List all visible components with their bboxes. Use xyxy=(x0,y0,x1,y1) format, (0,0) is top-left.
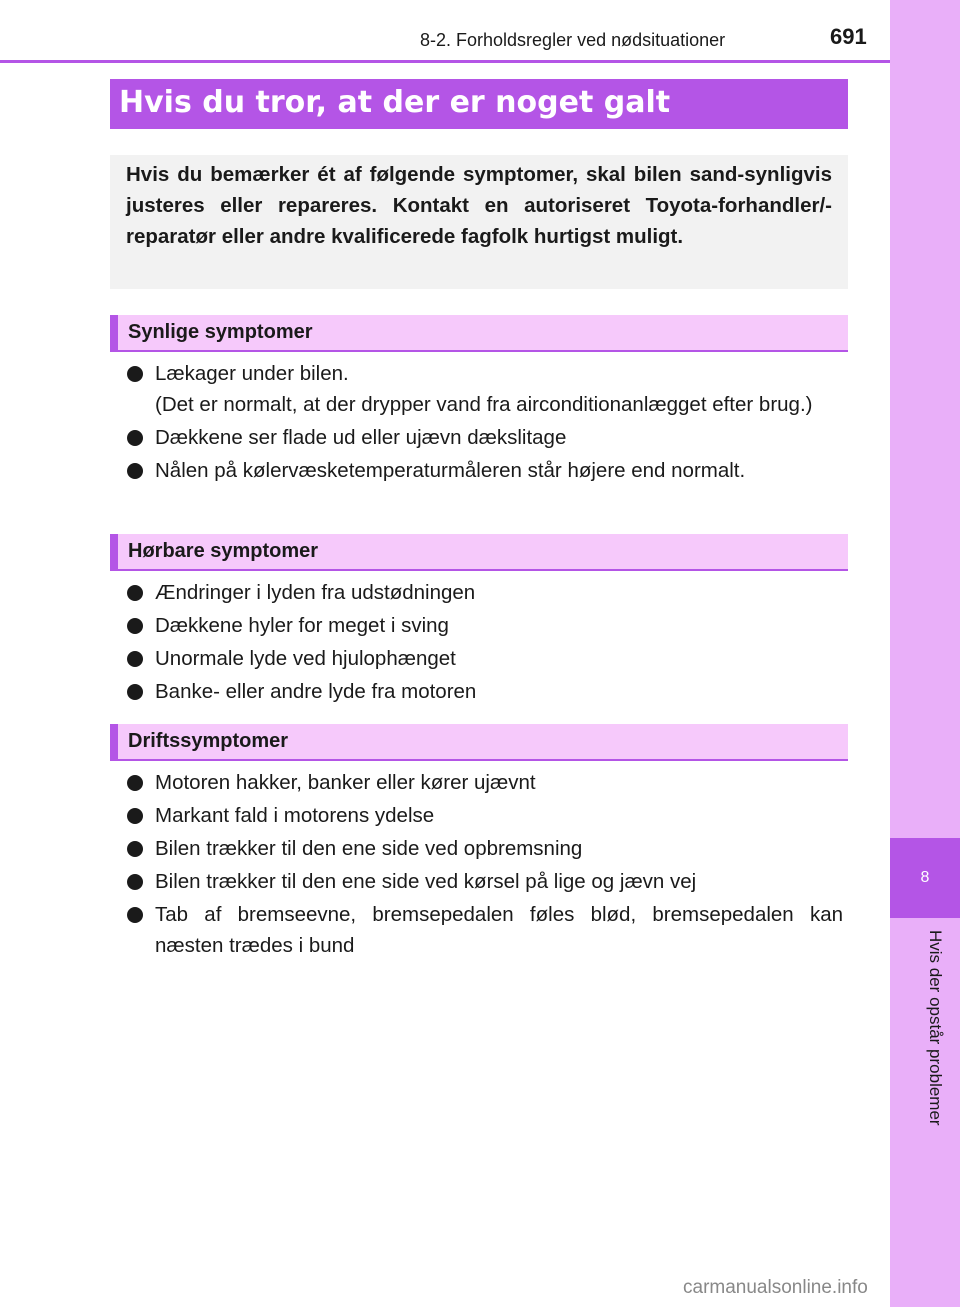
list-item-text: Dækkene hyler for meget i sving xyxy=(155,614,449,637)
chapter-tab[interactable] xyxy=(890,838,960,918)
list-item-text: Motoren hakker, banker eller kører ujævnt xyxy=(155,771,536,794)
list-item-text: Lækager under bilen. xyxy=(155,362,349,385)
bullet-icon xyxy=(127,684,143,700)
bullet-icon xyxy=(127,841,143,857)
intro-text: Hvis du bemærker ét af følgende symptomer, skal bilen sand-synligvis justeres eller repareres. Kontakt en autoriseret Toyota-forhandler/-reparatør eller andre kvalificerede fagfolk hurtigst muligt. xyxy=(126,163,832,248)
list-item xyxy=(127,833,843,864)
section-header-audible-symptoms: Hørbare symptomer xyxy=(110,534,848,571)
list-item-text: Nålen på kølervæsketemperaturmåleren står højere end normalt. xyxy=(155,459,746,482)
watermark: carmanualsonline.info xyxy=(683,1277,868,1298)
list-item-text: Bilen trækker til den ene side ved kørsel på lige og jævn vej xyxy=(155,870,697,893)
list-item xyxy=(127,767,843,798)
driving-symptoms-list xyxy=(127,767,843,961)
bullet-icon xyxy=(127,585,143,601)
list-item xyxy=(127,643,843,674)
list-item-text: Ændringer i lyden fra udstødningen xyxy=(155,581,476,604)
list-item xyxy=(127,577,843,608)
chapter-number: 8 xyxy=(920,869,930,886)
bullet-icon xyxy=(127,430,143,446)
list-item xyxy=(127,358,843,420)
list-item xyxy=(127,866,843,897)
bullet-icon xyxy=(127,463,143,479)
visible-symptoms-list xyxy=(127,358,843,486)
page-title: Hvis du tror, at der er noget galt xyxy=(110,79,848,129)
header-divider xyxy=(0,60,890,63)
bullet-icon xyxy=(127,651,143,667)
list-item xyxy=(127,899,843,961)
list-item xyxy=(127,422,843,453)
bullet-icon xyxy=(127,874,143,890)
list-item xyxy=(127,800,843,831)
chapter-label: Hvis der opstår problemer xyxy=(926,930,945,1126)
audible-symptoms-list xyxy=(127,577,843,707)
list-item-note: (Det er normalt, at der drypper vand fra airconditionanlægget efter brug.) xyxy=(155,393,813,416)
intro-box xyxy=(110,155,848,289)
section-header-driving-symptoms: Driftssymptomer xyxy=(110,724,848,761)
list-item xyxy=(127,610,843,641)
bullet-icon xyxy=(127,907,143,923)
page-number: 691 xyxy=(830,24,867,49)
list-item-text: Markant fald i motorens ydelse xyxy=(155,804,435,827)
list-item-text: Bilen trækker til den ene side ved opbremsning xyxy=(155,837,583,860)
section-header-visible-symptoms: Synlige symptomer xyxy=(110,315,848,352)
bullet-icon xyxy=(127,618,143,634)
bullet-icon xyxy=(127,808,143,824)
section-title: 8-2. Forholdsregler ved nødsituationer xyxy=(420,30,726,50)
bullet-icon xyxy=(127,775,143,791)
list-item-text: Banke- eller andre lyde fra motoren xyxy=(155,680,477,703)
list-item xyxy=(127,455,843,486)
bullet-icon xyxy=(127,366,143,382)
list-item-text: Tab af bremseevne, bremsepedalen føles blød, bremsepedalen kan næsten trædes i bund xyxy=(155,903,843,957)
list-item-text: Dækkene ser flade ud eller ujævn dækslitage xyxy=(155,426,567,449)
list-item-text: Unormale lyde ved hjulophænget xyxy=(155,647,456,670)
list-item xyxy=(127,676,843,707)
